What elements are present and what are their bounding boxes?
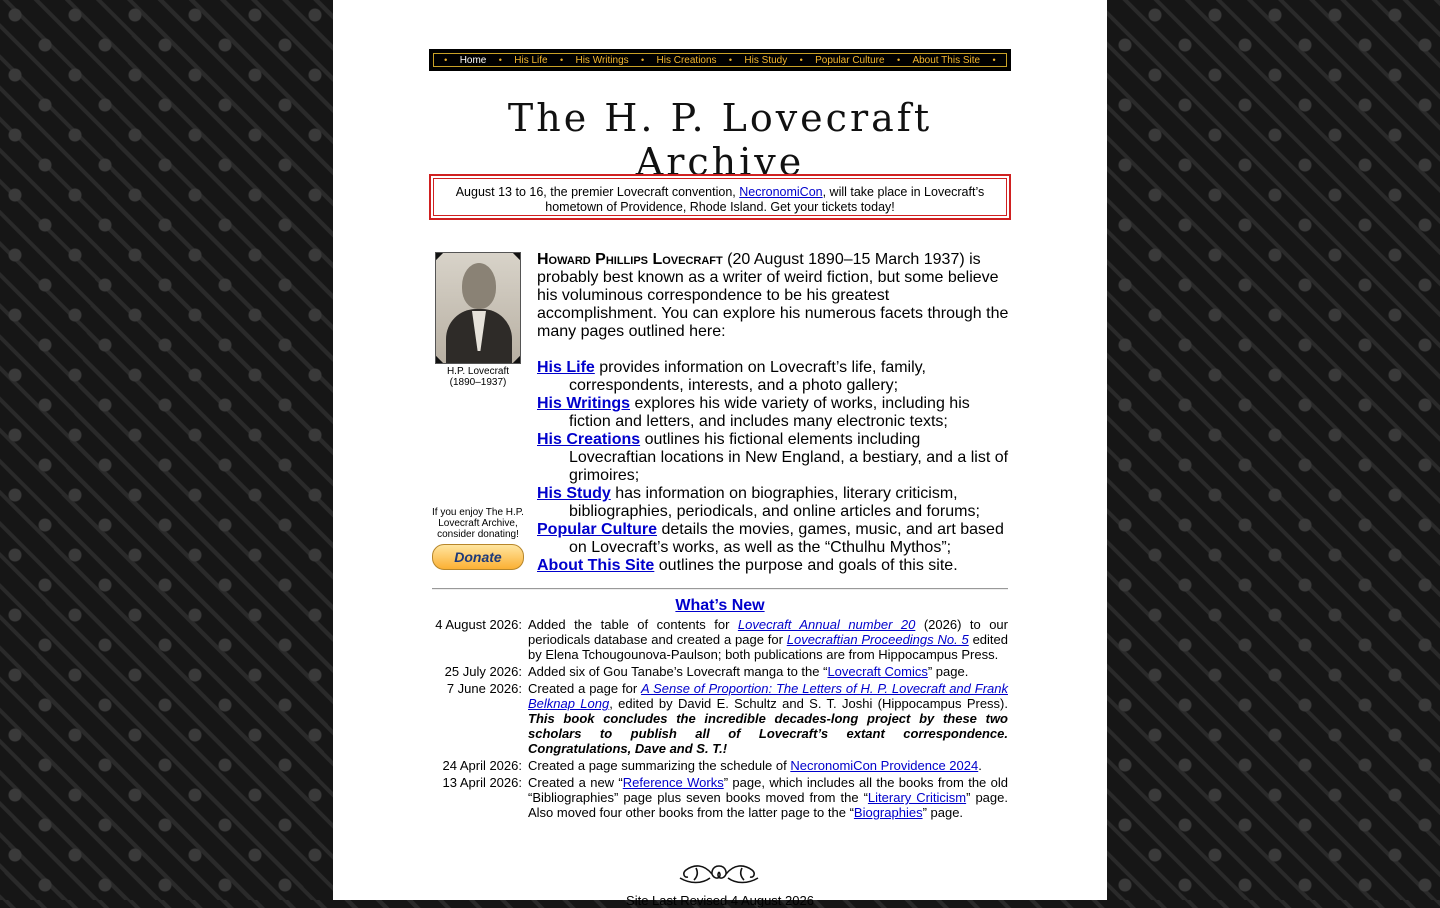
- site-title: The H. P. Lovecraft Archive: [507, 96, 933, 184]
- list-item-text: explores his wide variety of works, including his fiction and letters, and includes many electronic texts;: [569, 395, 970, 430]
- notice-text-after: , will take place in Lovecraft’s hometown of Providence, Rhode Island. Get your tickets today!: [545, 185, 985, 214]
- literary-criticism-link[interactable]: Literary Criticism: [867, 790, 967, 805]
- news-text-part: Added six of Gou Tanabe’s Lovecraft manga to the “: [528, 664, 828, 679]
- section-list: [537, 359, 1011, 575]
- list-item: [537, 395, 1011, 431]
- news-text-part: ” page.: [922, 805, 964, 820]
- list-item-text: has information on biographies, literary criticism, bibliographies, periodicals, and online articles and forums;: [569, 485, 980, 520]
- donate-block: [429, 507, 527, 570]
- news-text-part: ” page. Also moved four other books from the latter page to the “: [528, 790, 1008, 820]
- news-date: 24 April 2026:: [442, 758, 522, 773]
- reference-works-link[interactable]: Reference Works: [622, 775, 724, 790]
- list-item: [537, 359, 1011, 395]
- popular-culture-link[interactable]: Popular Culture: [537, 521, 658, 538]
- list-item-text: outlines the purpose and goals of this site.: [654, 557, 958, 574]
- his-writings-link[interactable]: His Writings: [537, 395, 631, 412]
- lovecraft-portrait[interactable]: [435, 252, 521, 364]
- lovecraft-comics-link[interactable]: Lovecraft Comics: [827, 664, 928, 679]
- nav-separator: •: [992, 55, 996, 65]
- news-date: 7 June 2026:: [446, 681, 522, 696]
- lovecraftian-proceedings-link[interactable]: Lovecraftian Proceedings No. 5: [786, 632, 969, 647]
- donate-text: If you enjoy The H.P. Lovecraft Archive, consider donating!: [432, 507, 524, 540]
- list-item: [537, 557, 1011, 575]
- nav-inner: [433, 53, 1007, 67]
- news-text-part: .: [978, 758, 982, 773]
- nav-home[interactable]: Home: [459, 54, 487, 66]
- donate-button[interactable]: Donate: [432, 544, 524, 570]
- page-body: [333, 0, 1107, 908]
- intro-section: [537, 251, 1011, 575]
- footer-revised: Site Last Revised 4 August 2026: [626, 893, 814, 908]
- necronomicon-providence-link[interactable]: NecronomiCon Providence 2024: [790, 758, 979, 773]
- whats-new-link[interactable]: What’s New: [675, 597, 765, 614]
- author-name: Howard Phillips Lovecraft: [537, 251, 723, 268]
- whats-new-heading: [429, 597, 1011, 615]
- top-nav: [429, 49, 1011, 71]
- nav-his-writings[interactable]: His Writings: [575, 54, 629, 66]
- nav-separator: •: [559, 55, 564, 65]
- decorative-ornament-icon: [676, 860, 762, 888]
- nav-popular-culture[interactable]: Popular Culture: [815, 54, 885, 66]
- list-item: [537, 485, 1011, 521]
- nav-separator: •: [444, 55, 448, 65]
- news-text: [526, 617, 1008, 662]
- news-text-part: ” page.: [927, 664, 969, 679]
- news-text-part: , edited by David E. Schultz and S. T. Joshi (Hippocampus Press).: [609, 696, 1008, 711]
- his-creations-link[interactable]: His Creations: [537, 431, 641, 448]
- list-item-text: provides information on Lovecraft’s life, family, correspondents, interests, and a photo gallery;: [569, 359, 926, 394]
- nav-about-this-site[interactable]: About This Site: [912, 54, 981, 66]
- nav-his-life[interactable]: His Life: [514, 54, 548, 66]
- his-study-link[interactable]: His Study: [537, 485, 611, 502]
- notice-inner: [433, 178, 1007, 216]
- divider: [432, 588, 1008, 590]
- news-entry: [432, 617, 1008, 662]
- portrait-block: [435, 252, 521, 388]
- portrait-caption-name: H.P. Lovecraft: [446, 366, 510, 377]
- notice-text-before: August 13 to 16, the premier Lovecraft convention,: [455, 185, 740, 199]
- photo-corner-icon: [513, 252, 521, 260]
- news-text-part: edited by Elena Tchougounova-Paulson; both publications are from Hippocampus Press.: [528, 632, 1008, 662]
- photo-corner-icon: [435, 252, 443, 260]
- news-date: 4 August 2026:: [435, 617, 522, 632]
- news-text-part: ” page, which includes all the books from the old “Bibliographies” page plus seven books moved from the “: [528, 775, 1008, 805]
- nav-separator: •: [641, 55, 645, 65]
- convention-notice: [429, 174, 1011, 220]
- list-item: [537, 521, 1011, 557]
- news-text-part: Created a new “: [528, 775, 623, 790]
- list-item: [537, 431, 1011, 485]
- about-this-site-link[interactable]: About This Site: [537, 557, 655, 574]
- portrait-caption: [435, 366, 521, 388]
- news-entry: [432, 758, 1008, 773]
- list-item-text: outlines his fictional elements including Lovecraftian locations in New England, a bestiary, and a list of grimoires;: [569, 431, 1009, 484]
- nav-his-study[interactable]: His Study: [744, 54, 788, 66]
- nav-separator: •: [728, 55, 733, 65]
- news-list: [432, 617, 1008, 822]
- portrait-caption-dates: (1890–1937): [449, 377, 507, 388]
- news-date: 25 July 2026:: [444, 664, 522, 679]
- nav-separator: •: [799, 55, 803, 65]
- news-text-part: Created a page summarizing the schedule of: [528, 758, 791, 773]
- his-life-link[interactable]: His Life: [537, 359, 595, 376]
- nav-separator: •: [896, 55, 901, 65]
- news-entry: [432, 681, 1008, 756]
- news-emphasis: This book concludes the incredible decades-long project by these two scholars to publish all of Lovecraft’s extant correspondence. Congratulations, Dave and S. T.!: [528, 711, 1008, 756]
- news-text: [526, 681, 1008, 756]
- news-text-part: Created a page for: [528, 681, 642, 696]
- biographies-link[interactable]: Biographies: [853, 805, 923, 820]
- nav-separator: •: [498, 55, 502, 65]
- news-date: 13 April 2026:: [442, 775, 522, 790]
- portrait-head: [462, 263, 496, 309]
- news-entry: [432, 664, 1008, 679]
- news-text: [526, 664, 1008, 679]
- intro-text: (20 August 1890–15 March 1937) is probably best known as a writer of weird fiction, but some believe his voluminous correspondence to be his greatest accomplishment. You can explore his numerous facets through the many pages outlined here:: [537, 251, 1009, 340]
- photo-corner-icon: [513, 356, 521, 364]
- news-entry: [432, 775, 1008, 820]
- nav-his-creations[interactable]: His Creations: [656, 54, 717, 66]
- news-text: [526, 775, 1008, 820]
- lovecraft-annual-link[interactable]: Lovecraft Annual number 20: [737, 617, 916, 632]
- list-item-text: details the movies, games, music, and art based on Lovecraft’s works, as well as the “Cthulhu Mythos”;: [569, 521, 1004, 556]
- photo-corner-icon: [435, 356, 443, 364]
- news-text: [526, 758, 1008, 773]
- sense-of-proportion-link[interactable]: A Sense of Proportion: The Letters of H. P. Lovecraft and Frank Belknap Long: [528, 681, 1008, 711]
- news-text-part: Added the table of contents for: [528, 617, 738, 632]
- news-text-part: (2026) to our periodicals database and created a page for: [528, 617, 1008, 647]
- notice-necronomicon-link[interactable]: NecronomiCon: [739, 185, 823, 199]
